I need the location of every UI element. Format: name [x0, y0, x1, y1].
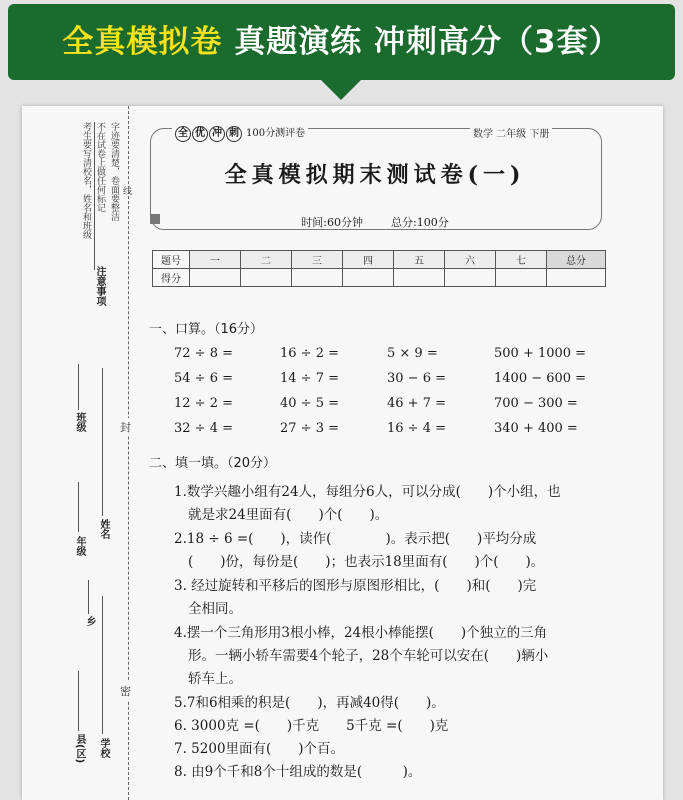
exam-title: 全真模拟期末测试卷(一) [224, 162, 526, 188]
question-line: 4.摆一个三角形用3根小棒，24根小棒能摆( )个独立的三角 [174, 625, 548, 641]
score-cell[interactable] [343, 269, 394, 287]
col-header: 四 [343, 251, 394, 269]
notice-line-2: 不在试卷上做任何标记 [95, 122, 105, 212]
calc-item: 72 ÷ 8 = [174, 346, 233, 361]
question-line: 1.数学兴趣小组有24人，每组分6人，可以分成( )个小组，也 [174, 484, 561, 500]
score-value-row [153, 269, 606, 287]
brand-tag [172, 124, 308, 142]
total-score-cell[interactable] [547, 269, 606, 287]
row-label-score: 得分 [153, 269, 190, 287]
brand-char: 刺 [226, 126, 242, 142]
section-2-title: 二、填一填。（20分） [149, 456, 277, 471]
brand-char: 优 [192, 126, 208, 142]
calc-item: 500 + 1000 = [494, 346, 587, 361]
col-header: 五 [394, 251, 445, 269]
banner-pointer [321, 80, 361, 100]
calc-row [174, 371, 644, 396]
notice-line-1: 考生要写清校名，姓名和班级 [81, 122, 91, 239]
calc-item: 16 ÷ 2 = [280, 346, 339, 361]
calc-item: 46 + 7 = [387, 396, 446, 411]
col-header: 三 [292, 251, 343, 269]
notice-line-3: 字迹要清楚，卷面要整洁 [109, 122, 119, 221]
question-line: 8. 由9个千和8个十组成的数是( )。 [174, 764, 422, 780]
question-line: 5.7和6相乘的积是( )，再减40得( )。 [174, 695, 445, 711]
score-cell[interactable] [241, 269, 292, 287]
school-line [102, 596, 103, 734]
time-text: 时间:60分钟 [301, 216, 363, 229]
question-line: 2.18 ÷ 6 =( )，读作( )。表示把( )平均分成 [174, 531, 537, 547]
total-text: 总分:100分 [391, 216, 449, 229]
question-line: 形。一辆小轿车需要4个轮子，28个车轮可以安在( )辆小 [188, 648, 549, 664]
mental-math-grid [174, 346, 644, 446]
score-cell[interactable] [496, 269, 547, 287]
notice-label: 注意事项 [94, 266, 105, 306]
brand-char: 全 [175, 126, 191, 142]
score-cell[interactable] [292, 269, 343, 287]
calc-item: 32 ÷ 4 = [174, 421, 233, 436]
calc-item: 40 ÷ 5 = [280, 396, 339, 411]
calc-item: 27 ÷ 3 = [280, 421, 339, 436]
school-label: 学校 [98, 738, 109, 758]
calc-item: 30 − 6 = [387, 371, 446, 386]
name-label: 姓名 [98, 519, 109, 539]
calc-item: 14 ÷ 7 = [280, 371, 339, 386]
grade-line [78, 482, 79, 532]
promo-banner [8, 4, 675, 80]
notice-divider [94, 122, 95, 270]
class-line [78, 364, 79, 410]
score-cell[interactable] [445, 269, 496, 287]
class-label: 班级 [74, 412, 85, 432]
grade-label: 年级 [74, 536, 85, 556]
question-line: ( )份，每份是( )；也表示18里面有( )个( )。 [188, 554, 545, 570]
calc-row [174, 346, 644, 371]
question-line: 全相同。 [188, 601, 242, 617]
col-header: 一 [190, 251, 241, 269]
exam-paper [22, 106, 663, 800]
col-header: 六 [445, 251, 496, 269]
calc-row [174, 396, 644, 421]
score-cell[interactable] [190, 269, 241, 287]
question-line: 6. 3000克 =( )千克 5千克 =( )克 [174, 718, 449, 734]
county-line [78, 671, 79, 731]
name-line [102, 368, 103, 516]
county-label: 县(区) [74, 734, 85, 764]
question-line: 就是求24里面有( )个( )。 [188, 507, 389, 523]
brand-suffix: 100分测评卷 [246, 128, 306, 139]
banner-title-rest: 真题演练 冲刺高分（3套） [222, 24, 621, 60]
grade-tag: 数学 二年级 下册 [470, 125, 552, 140]
calc-item: 12 ÷ 2 = [174, 396, 233, 411]
notice-extra: 线 [121, 186, 131, 195]
calc-item: 340 + 400 = [494, 421, 578, 436]
mi-mark: 密 [120, 682, 131, 700]
question-line: 轿车上。 [188, 671, 242, 687]
time-total-line [150, 214, 600, 230]
row-label-number: 题号 [153, 251, 190, 269]
question-line: 7. 5200里面有( )个百。 [174, 741, 345, 757]
total-header: 总分 [547, 251, 606, 269]
calc-item: 54 ÷ 6 = [174, 371, 233, 386]
score-header-row [153, 251, 606, 269]
calc-row [174, 421, 644, 446]
col-header: 二 [241, 251, 292, 269]
score-table [152, 250, 606, 287]
col-header: 七 [496, 251, 547, 269]
binding-margin [22, 106, 137, 800]
xiang-line [88, 580, 89, 614]
xiang-label: 乡 [84, 616, 95, 626]
banner-title [8, 4, 675, 80]
question-line: 3. 经过旋转和平移后的图形与原图形相比，( )和( )完 [174, 578, 537, 594]
section-1-title: 一、口算。（16分） [149, 322, 264, 337]
score-cell[interactable] [394, 269, 445, 287]
seal-mark: 封 [120, 418, 131, 436]
calc-item: 16 ÷ 4 = [387, 421, 446, 436]
calc-item: 700 − 300 = [494, 396, 578, 411]
calc-item: 5 × 9 = [387, 346, 438, 361]
brand-char: 冲 [209, 126, 225, 142]
calc-item: 1400 − 600 = [494, 371, 587, 386]
banner-title-main: 全真模拟卷 [62, 24, 223, 60]
